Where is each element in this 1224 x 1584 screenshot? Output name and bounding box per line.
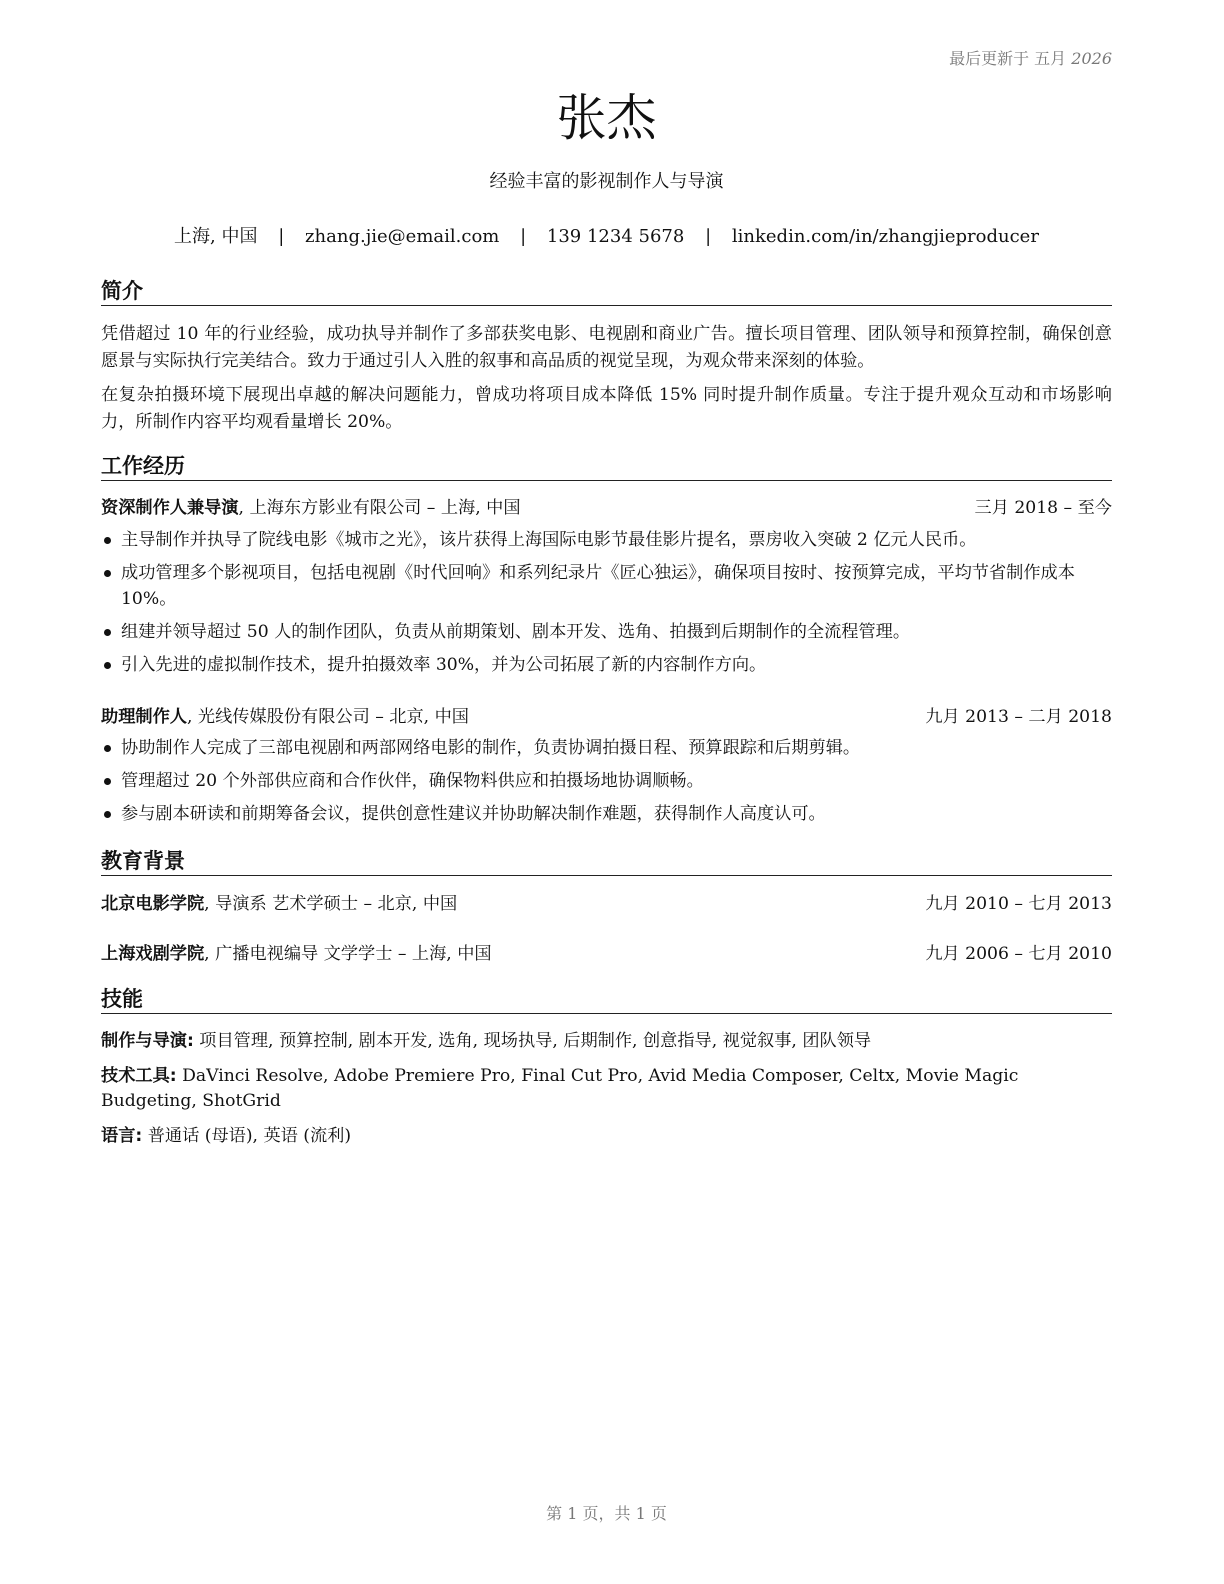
degree: , 导演系 艺术学硕士 – 北京, 中国 (204, 894, 458, 914)
contact-separator: | (705, 226, 712, 247)
resume-page (101, 0, 1112, 1584)
education-dates: 九月 2010 – 七月 2013 (925, 894, 1112, 914)
contact-location: 上海, 中国 (174, 226, 258, 247)
last-updated-year: 2026 (1071, 49, 1112, 68)
candidate-headline: 经验丰富的影视制作人与导演 (489, 171, 724, 192)
list-item: 主导制作并执导了院线电影《城市之光》，该片获得上海国际电影节最佳影片提名，票房收入突破 2 亿元人民币。 (101, 527, 1112, 553)
school-name: 北京电影学院 (101, 894, 205, 914)
job-title: 助理制作人 (101, 707, 187, 727)
experience-entry-header (101, 495, 1112, 521)
skill-value: 项目管理, 预算控制, 剧本开发, 选角, 现场执导, 后期制作, 创意指导, 视觉叙事, 团队领导 (193, 1031, 872, 1051)
contact-line (101, 224, 1112, 250)
skill-label: 技术工具: (101, 1066, 177, 1086)
summary-paragraph-1: 凭借超过 10 年的行业经验，成功执导并制作了多部获奖电影、电视剧和商业广告。擅长项目管理、团队领导和预算控制，确保创意愿景与实际执行完美结合。致力于通过引人入胜的叙事和高品质的视觉呈现，为观众带来深刻的体验。 (101, 324, 1112, 371)
education-dates: 九月 2006 – 七月 2010 (925, 944, 1112, 964)
skill-line (101, 1029, 1112, 1054)
section-title-education: 教育背景 (101, 847, 1112, 876)
list-item: 协助制作人完成了三部电视剧和两部网络电影的制作，负责协调拍摄日程、预算跟踪和后期剪辑。 (101, 735, 1112, 761)
experience-role (101, 495, 521, 521)
list-item: 管理超过 20 个外部供应商和合作伙伴，确保物料供应和拍摄场地协调顺畅。 (101, 768, 1112, 794)
list-item: 成功管理多个影视项目，包括电视剧《时代回响》和系列纪录片《匠心独运》，确保项目按时、按预算完成，平均节省制作成本 10%。 (101, 560, 1112, 612)
skill-line (101, 1064, 1118, 1114)
job-dates: 九月 2013 – 二月 2018 (925, 707, 1112, 727)
education-school-line (101, 891, 457, 917)
job-company: , 上海东方影业有限公司 – 上海, 中国 (238, 498, 521, 518)
skill-label: 制作与导演: (101, 1031, 194, 1051)
section-title-experience: 工作经历 (101, 452, 1112, 481)
job-dates: 三月 2018 – 至今 (974, 498, 1112, 518)
school-name: 上海戏剧学院 (101, 944, 205, 964)
experience-bullets (101, 735, 1112, 834)
skill-value: 普通话 (母语), 英语 (流利) (142, 1126, 352, 1146)
degree: , 广播电视编导 文学学士 – 上海, 中国 (204, 944, 492, 964)
section-title-summary: 简介 (101, 277, 1112, 306)
education-entry (101, 891, 1112, 917)
contact-separator: | (520, 226, 527, 247)
contact-email[interactable]: zhang.jie@email.com (305, 226, 500, 247)
list-item: 组建并领导超过 50 人的制作团队，负责从前期策划、剧本开发、选角、拍摄到后期制作的全流程管理。 (101, 619, 1112, 645)
job-company: , 光线传媒股份有限公司 – 北京, 中国 (186, 707, 469, 727)
experience-role (101, 704, 469, 730)
job-title: 资深制作人兼导演 (101, 498, 239, 518)
skill-label: 语言: (101, 1126, 143, 1146)
experience-bullets (101, 527, 1112, 685)
section-title-skills: 技能 (101, 985, 1112, 1014)
last-updated-label: 最后更新于 五月 (949, 49, 1067, 68)
skill-line (101, 1124, 1112, 1149)
contact-linkedin[interactable]: linkedin.com/in/zhangjieproducer (731, 226, 1039, 247)
page-footer: 第 1 页，共 1 页 (546, 1504, 667, 1523)
skill-value: DaVinci Resolve, Adobe Premiere Pro, Final Cut Pro, Avid Media Composer, Celtx, Movie Magic Budgeting, ShotGrid (101, 1066, 1019, 1111)
candidate-name: 张杰 (556, 89, 657, 147)
education-school-line (101, 941, 492, 967)
experience-entry-header (101, 704, 1112, 730)
last-updated (949, 46, 1112, 69)
list-item: 参与剧本研读和前期筹备会议，提供创意性建议并协助解决制作难题，获得制作人高度认可。 (101, 801, 1112, 827)
contact-separator: | (278, 226, 285, 247)
contact-phone[interactable]: 139 1234 5678 (546, 226, 685, 247)
summary-paragraph-2: 在复杂拍摄环境下展现出卓越的解决问题能力，曾成功将项目成本降低 15% 同时提升制作质量。专注于提升观众互动和市场影响力，所制作内容平均观看量增长 20%。 (101, 385, 1112, 432)
education-entry (101, 941, 1112, 967)
list-item: 引入先进的虚拟制作技术，提升拍摄效率 30%，并为公司拓展了新的内容制作方向。 (101, 652, 1112, 678)
